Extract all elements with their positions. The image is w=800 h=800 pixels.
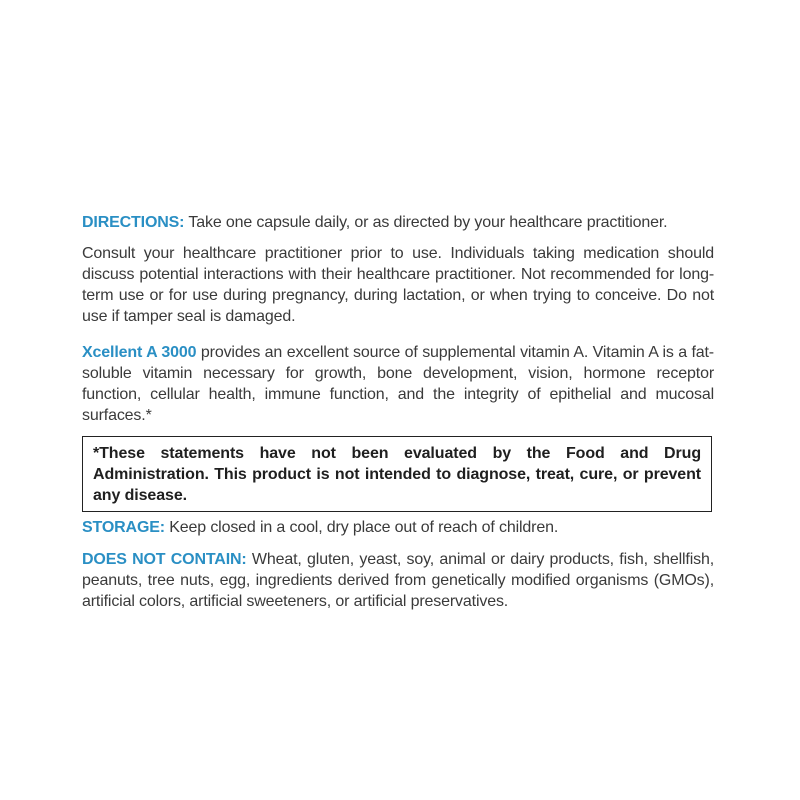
- directions-text: Take one capsule daily, or as directed by your healthcare practitioner.: [184, 214, 668, 231]
- does-not-contain-paragraph: [82, 549, 714, 612]
- directions-heading: DIRECTIONS:: [82, 214, 185, 231]
- does-not-contain-text: Wheat, gluten, yeast, soy, animal or dairy products, fish, shellfish, peanuts, tree nuts, egg, ingredients derived from genetically modified organisms (GMOs), artificial colors, artificial sweeteners, or artificial preservatives.: [82, 551, 714, 610]
- directions-paragraph: [82, 212, 714, 233]
- does-not-contain-heading: DOES NOT CONTAIN:: [82, 551, 247, 568]
- storage-paragraph: [82, 517, 714, 538]
- product-description-paragraph: [82, 342, 714, 426]
- storage-heading: STORAGE:: [82, 519, 165, 536]
- product-description-text: provides an excellent source of supplemental vitamin A. Vitamin A is a fat-soluble vitamin necessary for growth, bone development, vision, hormone receptor function, cellular health, immune function, and the integrity of epithelial and mucosal surfaces.*: [82, 344, 714, 424]
- product-name: Xcellent A 3000: [82, 344, 197, 361]
- fda-disclaimer-box: [82, 436, 712, 512]
- fda-disclaimer-text: *These statements have not been evaluated by the Food and Drug Administration. This product is not intended to diagnose, treat, cure, or prevent any disease.: [93, 445, 701, 504]
- storage-text: Keep closed in a cool, dry place out of reach of children.: [164, 519, 559, 536]
- warnings-paragraph: [82, 243, 714, 327]
- warnings-text: Consult your healthcare practitioner prior to use. Individuals taking medication should discuss potential interactions with their healthcare practitioner. Not recommended for long-term use or for use during pregnancy, during lactation, or when trying to conceive. Do not use if tamper seal is damaged.: [82, 245, 714, 325]
